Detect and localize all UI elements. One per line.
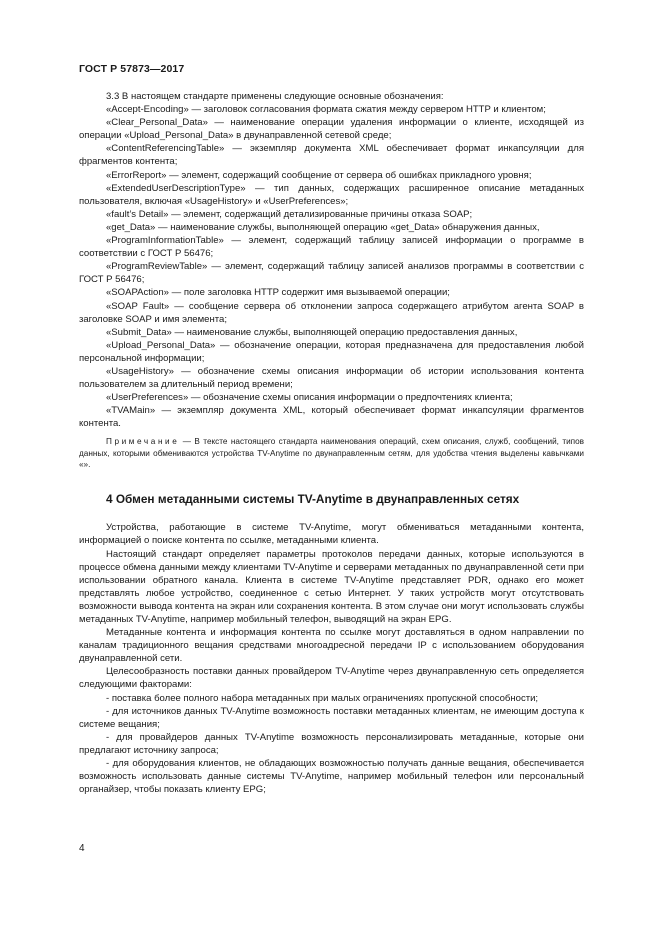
note — [79, 436, 584, 470]
designation-item: «UserPreferences» — обозначение схемы описания информации о предпочтениях клиента; — [106, 392, 513, 404]
note-label: Примечание — [106, 437, 180, 447]
designation-item: «get_Data» — наименование службы, выполняющей операцию «get_Data» обнаружения данных, — [106, 221, 540, 233]
designation-item: «ProgramInformationTable» — элемент, содержащий таблицу записей информации о программе в соответствии с ГОСТ Р 56476; — [79, 235, 584, 260]
note-text: — В тексте настоящего стандарта наименования операций, схем описания, служб, сообщений, типов данных, которыми обмениваются устройства TV-Anytime по двунаправленным сетям, для удобства чтения выделены кавычками «». — [79, 437, 584, 470]
designation-item: «UsageHistory» — обозначение схемы описания информации об истории использования контента пользователем за длительный период времени; — [79, 365, 584, 391]
page-number: 4 — [79, 843, 85, 854]
standard-header: ГОСТ Р 57873—2017 — [79, 63, 185, 75]
designations-intro: 3.3 В настоящем стандарте применены следующие основные обозначения: — [106, 91, 444, 102]
section-paragraph: Настоящий стандарт определяет параметры протоколов передачи данных, которые используются в процессе обмена данными между клиентами TV-Anytime и серверами метаданных по двунаправленной сети при использовании обратного канала. Клиента в системе TV-Anytime представляет PDR, однако его может представлять любое устройство, соединенное с сетью Интернет. У таких устройств могут отсутствовать возможности вывода контента на экран или сохранения контента. В этом случае они могут использовать службы метаданных TV-Anytime, например мобильный телефон, выводящий на экран EPG. — [79, 548, 584, 625]
designation-item: «ErrorReport» — элемент, содержащий сообщение от сервера об ошибках прикладного уровня; — [106, 169, 532, 181]
section-paragraph: Целесообразность поставки данных провайдером TV-Anytime через двунаправленную сеть определяется следующими факторами: — [79, 666, 584, 691]
designation-item: «Clear_Personal_Data» — наименование операции удаления информации о клиенте, исходящей из операции «Upload_Personal_Data» в двунаправленной сетевой среде; — [79, 117, 584, 142]
designation-item: «Accept-Encoding» — заголовок согласования формата сжатия между сервером HTTP и клиентом; — [106, 104, 546, 116]
designation-item: «SOAP Fault» — сообщение сервера об отклонении запроса содержащего атрибутом агента SOAP в заголовке SOAP и имя элемента; — [79, 300, 584, 325]
list-item: - для провайдеров данных TV-Anytime возможность персонализировать метаданные, которые они предлагают источнику запроса; — [79, 731, 584, 756]
designation-item: «ExtendedUserDescriptionType» — тип данных, содержащих расширенное описание метаданных пользователя, включая «UsageHistory» и «UserPreferences»; — [79, 182, 584, 207]
designation-item: «ContentReferencingTable» — экземпляр документа XML обеспечивает формат инкапсуляции для фрагментов контента; — [79, 143, 584, 168]
document-body — [79, 90, 584, 796]
section-paragraph: Устройства, работающие в системе TV-Anytime, могут обмениваться метаданными контента, информацией о поиске контента по ссылке, метаданными клиента. — [79, 522, 584, 547]
designation-item: «ProgramReviewTable» — элемент, содержащий таблицу записей анализов программы в соответствии с ГОСТ Р 56476; — [79, 261, 584, 286]
list-item: - для оборудования клиентов, не обладающих возможностью получать данные вещания, обеспечивается возможность использовать данные системы TV-Anytime, например мобильный телефон или персональный органайзер, чтобы показать клиенту EPG; — [79, 758, 584, 796]
designation-item: «SOAPAction» — поле заголовка HTTP содержит имя вызываемой операции; — [106, 287, 450, 299]
list-item: - для источников данных TV-Anytime возможность поставки метаданных клиентам, не имеющим доступа к системе вещания; — [79, 705, 584, 730]
designation-item: «fault’s Detail» — элемент, содержащий детализированные причины отказа SOAP; — [106, 208, 473, 220]
list-item: - поставка более полного набора метаданных при малых ограничениях пропускной способности; — [106, 692, 539, 704]
section-title: 4 Обмен метаданными системы TV-Anytime в двунаправленных сетях — [106, 492, 520, 507]
designation-item: «TVAMain» — экземпляр документа XML, который обеспечивает формат инкапсуляции фрагментов контента. — [79, 405, 584, 430]
designation-item: «Submit_Data» — наименование службы, выполняющей операцию предоставления данных, — [106, 326, 518, 338]
section-paragraph: Метаданные контента и информация контента по ссылке могут доставляться в одном направлении по каналам традиционного вещания средствами многоадресной передачи IP с использованием оборудования двунаправленной сети. — [79, 627, 584, 665]
designation-item: «Upload_Personal_Data» — обозначение операции, которая предназначена для предоставления любой персональной информации; — [79, 339, 584, 364]
